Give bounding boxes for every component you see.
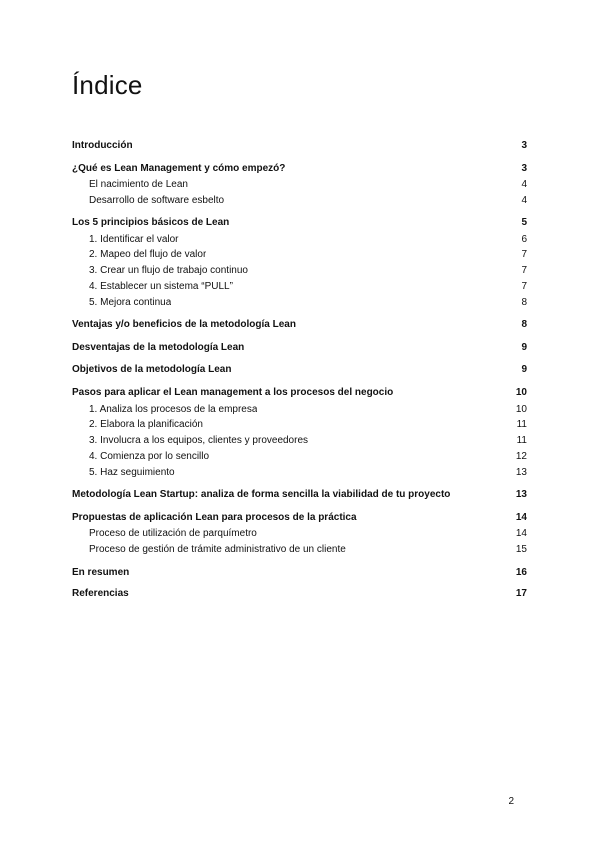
toc-entry-label: ¿Qué es Lean Management y cómo empezó? bbox=[72, 163, 286, 174]
toc-entry-label: Desarrollo de software esbelto bbox=[89, 195, 225, 206]
toc-entry-page: 3 bbox=[521, 163, 527, 174]
toc-entry-page: 5 bbox=[521, 217, 527, 228]
toc-entry-page: 10 bbox=[515, 404, 527, 415]
toc-entry-label: Pasos para aplicar el Lean management a los procesos del negocio bbox=[72, 387, 394, 398]
toc-entry-nacimiento-lean[interactable] bbox=[89, 178, 527, 192]
toc-entry-label: 3. Crear un flujo de trabajo continuo bbox=[89, 265, 248, 276]
toc-entry-page: 17 bbox=[515, 588, 527, 599]
toc-entry-label: Metodología Lean Startup: analiza de forma sencilla la viabilidad de tu proyecto bbox=[72, 489, 451, 500]
toc-entry-label: 1. Identificar el valor bbox=[89, 234, 179, 245]
page-number: 2 bbox=[508, 796, 514, 807]
toc-entry-mejora-continua[interactable] bbox=[89, 296, 527, 310]
toc-entry-label: Proceso de gestión de trámite administrativo de un cliente bbox=[89, 544, 346, 555]
toc-entry-introduccion[interactable] bbox=[72, 139, 527, 153]
toc-entry-page: 3 bbox=[521, 140, 527, 151]
toc-entry-page: 14 bbox=[515, 528, 527, 539]
toc-entry-analiza-procesos[interactable] bbox=[89, 403, 527, 417]
toc-entry-page: 12 bbox=[515, 451, 527, 462]
toc-entry-haz-seguimiento[interactable] bbox=[89, 466, 527, 480]
toc-entry-que-es-lean[interactable] bbox=[72, 162, 527, 176]
toc-entry-label: Ventajas y/o beneficios de la metodología Lean bbox=[72, 319, 296, 330]
toc-entry-label: 1. Analiza los procesos de la empresa bbox=[89, 404, 258, 415]
toc-entry-label: 4. Comienza por lo sencillo bbox=[89, 451, 210, 462]
toc-entry-label: Referencias bbox=[72, 588, 129, 599]
toc-entry-software-esbelto[interactable] bbox=[89, 194, 527, 208]
toc-entry-page: 8 bbox=[521, 319, 527, 330]
toc-entry-label: 2. Elabora la planificación bbox=[89, 419, 203, 430]
toc-entry-page: 10 bbox=[515, 387, 527, 398]
toc-entry-page: 11 bbox=[516, 419, 527, 430]
toc-entry-propuestas-aplicacion[interactable] bbox=[72, 511, 527, 525]
toc-entry-label: 5. Haz seguimiento bbox=[89, 467, 175, 478]
toc-entry-label: Proceso de utilización de parquímetro bbox=[89, 528, 257, 539]
toc-entry-comienza-sencillo[interactable] bbox=[89, 450, 527, 464]
toc-entry-page: 7 bbox=[521, 265, 527, 276]
toc-entry-sistema-pull[interactable] bbox=[89, 280, 527, 294]
toc-entry-5-principios[interactable] bbox=[72, 216, 527, 230]
toc-entry-objetivos[interactable] bbox=[72, 363, 527, 377]
toc-entry-page: 7 bbox=[521, 249, 527, 260]
toc-entry-label: En resumen bbox=[72, 567, 130, 578]
toc-entry-page: 15 bbox=[515, 544, 527, 555]
toc-entry-page: 4 bbox=[521, 195, 527, 206]
toc-entry-flujo-continuo[interactable] bbox=[89, 264, 527, 278]
toc-entry-page: 13 bbox=[515, 467, 527, 478]
toc-entry-en-resumen[interactable] bbox=[72, 566, 527, 580]
toc-entry-label: Los 5 principios básicos de Lean bbox=[72, 217, 230, 228]
toc-entry-label: 2. Mapeo del flujo de valor bbox=[89, 249, 207, 260]
toc-entry-page: 8 bbox=[521, 297, 527, 308]
toc-entry-label: Objetivos de la metodología Lean bbox=[72, 364, 232, 375]
toc-entry-mapeo-flujo[interactable] bbox=[89, 248, 527, 262]
toc-entry-referencias[interactable] bbox=[72, 587, 527, 601]
toc-entry-desventajas[interactable] bbox=[72, 341, 527, 355]
toc-entry-involucra-equipos[interactable] bbox=[89, 434, 527, 448]
toc-entry-label: Desventajas de la metodología Lean bbox=[72, 342, 245, 353]
toc-entry-page: 6 bbox=[521, 234, 527, 245]
toc-entry-page: 4 bbox=[521, 179, 527, 190]
toc-entry-page: 14 bbox=[515, 512, 527, 523]
toc-entry-parquimetro[interactable] bbox=[89, 527, 527, 541]
toc-entry-tramite-administrativo[interactable] bbox=[89, 543, 527, 557]
toc-entry-label: Propuestas de aplicación Lean para procesos de la práctica bbox=[72, 512, 357, 523]
toc-entry-pasos-aplicar[interactable] bbox=[72, 386, 527, 400]
toc-entry-page: 7 bbox=[521, 281, 527, 292]
toc-entry-lean-startup[interactable] bbox=[72, 488, 527, 502]
toc-entry-label: 4. Establecer un sistema “PULL” bbox=[89, 281, 233, 292]
toc-entry-ventajas[interactable] bbox=[72, 318, 527, 332]
toc-entry-page: 11 bbox=[516, 435, 527, 446]
toc-entry-page: 9 bbox=[521, 364, 527, 375]
toc-entry-label: 5. Mejora continua bbox=[89, 297, 172, 308]
toc-entry-page: 16 bbox=[515, 567, 527, 578]
toc-entry-label: El nacimiento de Lean bbox=[89, 179, 188, 190]
toc-entry-identificar-valor[interactable] bbox=[89, 233, 527, 247]
toc-entry-label: Introducción bbox=[72, 140, 133, 151]
toc-entry-label: 3. Involucra a los equipos, clientes y proveedores bbox=[89, 435, 309, 446]
toc-entry-page: 13 bbox=[515, 489, 527, 500]
toc-entry-elabora-planificacion[interactable] bbox=[89, 418, 527, 432]
page-title: Índice bbox=[72, 70, 143, 100]
toc-entry-page: 9 bbox=[521, 342, 527, 353]
